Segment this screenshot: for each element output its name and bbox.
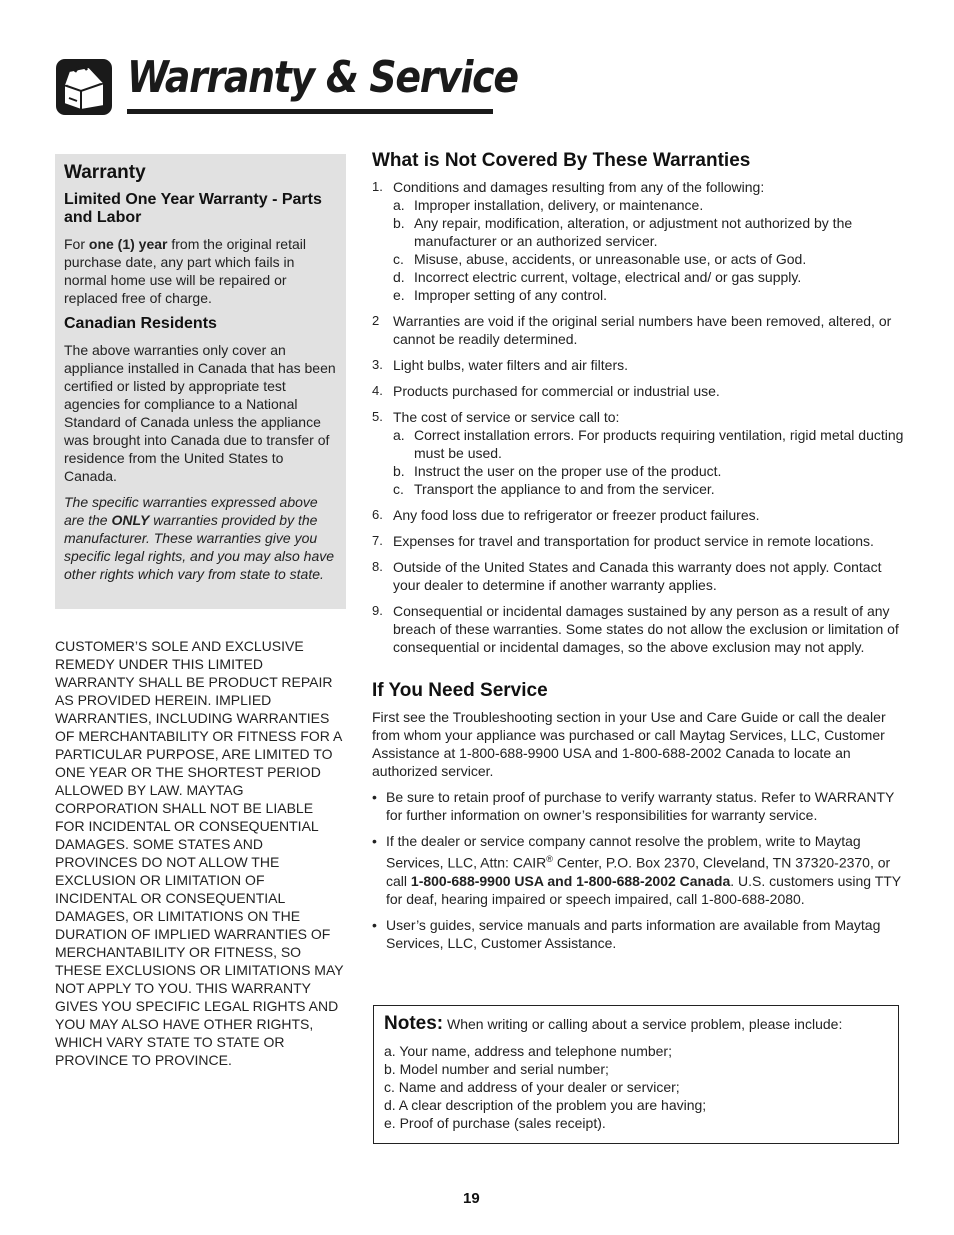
title-underline [127,109,493,114]
item-number: 1. [372,179,383,194]
sub-item-marker: e. [393,287,405,303]
item-number: 6. [372,507,383,522]
not-covered-heading: What is Not Covered By These Warranties [372,150,751,171]
list-item: e. Proof of purchase (sales receipt). [384,1115,606,1131]
sub-item-text: Incorrect electric current, voltage, electrical and/ or gas supply. [414,269,802,285]
page-title: Warranty & Service [127,52,518,103]
sub-item-text: Correct installation errors. For products requiring ventilation, rigid metal ducting must be used. [414,427,904,461]
list-item: • Be sure to retain proof of purchase to verify warranty status. Refer to WARRANTY for further information on owner’s responsibilities for warranty service. [372,789,895,823]
not-covered-list [372,178,912,656]
bullet-marker: • [372,916,377,933]
item-text: Light bulbs, water filters and air filters. [393,357,628,373]
sub-item [393,196,912,214]
notes-label: Notes: [384,1013,444,1034]
service-intro: First see the Troubleshooting section in your Use and Care Guide or call the dealer from whom your appliance was purchased or call Maytag Services, LLC, Customer Assistance at 1-800-688-9900 USA and 1-800-688-2002 Canada to locate an authorized servicer. [372,709,886,779]
list-item [372,506,912,524]
sub-item [393,286,912,304]
list-item: b. Model number and serial number; [384,1061,609,1077]
list-item: • If the dealer or service company cannot resolve the problem, write to Maytag Services, LLC, Attn: CAIR® Center, P.O. Box 2370, Cleveland, TN 37320-2370, or call 1-800-688-9900 USA and 1-800-688-2002 Canada. U.S. customers using TTY for deaf, hearing impaired or speech impaired, call 1-800-688-2080. [372,833,901,907]
item-number: 9. [372,603,383,618]
right-column [372,150,912,960]
list-item [372,312,912,348]
sub-item-marker: c. [393,481,404,497]
canadian-residents-text: The above warranties only cover an appliance installed in Canada that has been certified or listed by appropriate test agencies for compliance to a National Standard of Canada unless the appliance was brought into Canada due to transfer of residence from the United States to Canada. [64,342,336,484]
warranty-box [55,154,346,609]
sub-item-marker: d. [393,269,405,285]
sub-item-text: Improper installation, delivery, or maintenance. [414,197,704,213]
sub-item-marker: c. [393,251,404,267]
item-number: 4. [372,383,383,398]
item-number: 3. [372,357,383,372]
toolbox-icon [55,58,113,116]
list-item [372,382,912,400]
list-item [372,558,912,594]
item-number: 8. [372,559,383,574]
sub-item [393,480,912,498]
page-number: 19 [463,1190,480,1207]
notes-box [373,1005,899,1144]
sub-item [393,250,912,268]
list-item [372,532,912,550]
item-text: The cost of service or service call to: [393,409,620,425]
sub-item-marker: b. [393,215,405,231]
item-number: 2 [372,313,380,328]
item-text: Outside of the United States and Canada this warranty does not apply. Contact your dealer to determine if another warranty applies. [393,559,882,593]
limited-warranty-text: For one (1) year from the original retail purchase date, any part which fails in normal home use will be repaired or replaced free of charge. [64,236,306,306]
list-item [372,602,912,656]
sub-item [393,268,912,286]
sub-item-text: Instruct the user on the proper use of the product. [414,463,722,479]
item-text: Conditions and damages resulting from any of the following: [393,179,765,195]
item-text: Any food loss due to refrigerator or freezer product failures. [393,507,760,523]
sub-item-text: Transport the appliance to and from the servicer. [414,481,715,497]
list-item [372,356,912,374]
warranty-heading: Warranty [64,162,146,183]
sub-item-marker: b. [393,463,405,479]
sub-item-text: Misuse, abuse, accidents, or unreasonable use, or acts of God. [414,251,807,267]
list-item: • User’s guides, service manuals and parts information are available from Maytag Services, LLC, Customer Assistance. [372,916,881,951]
item-number: 7. [372,533,383,548]
list-item: d. A clear description of the problem you are having; [384,1097,707,1113]
item-text: Expenses for travel and transportation for product service in remote locations. [393,533,874,549]
sub-item-marker: a. [393,197,405,213]
specific-warranties-text: The specific warranties expressed above are the ONLY warranties provided by the manufacturer. These warranties give you specific legal rights, and you may also have other rights which vary from state to state. [64,494,335,582]
sub-item-text: Improper setting of any control. [414,287,607,303]
list-item: c. Name and address of your dealer or servicer; [384,1079,680,1095]
limited-warranty-heading: Limited One Year Warranty - Parts and Labor [64,191,322,226]
bullet-marker: • [372,789,377,805]
item-text: Warranties are void if the original serial numbers have been removed, altered, or cannot be readily determined. [393,313,892,347]
bullet-marker: • [372,833,377,849]
sub-item [393,214,912,250]
item-number: 5. [372,409,383,424]
service-heading: If You Need Service [372,680,548,701]
sub-item [393,426,912,462]
item-text: Consequential or incidental damages sustained by any person as a result of any breach of these warranties. Some states do not allow the exclusion or limitation of consequential or incidental damages, so the above exclusion may not apply. [393,603,899,655]
list-item [372,408,912,498]
notes-intro: When writing or calling about a service problem, please include: [443,1016,843,1032]
remedy-disclaimer: CUSTOMER’S SOLE AND EXCLUSIVE REMEDY UNDER THIS LIMITED WARRANTY SHALL BE PRODUCT REPAIR AS PROVIDED HEREIN. IMPLIED WARRANTIES, INCLUDING WARRANTIES OF MERCHANTABILITY OR FITNESS FOR A PARTICULAR PURPOSE, ARE LIMITED TO ONE YEAR OR THE SHORTEST PERIOD ALLOWED BY LAW. MAYTAG CORPORATION SHALL NOT BE LIABLE FOR INCIDENTAL OR CONSEQUENTIAL DAMAGES. SOME STATES AND PROVINCES DO NOT ALLOW THE EXCLUSION OR LIMITATION OF INCIDENTAL OR CONSEQUENTIAL DAMAGES, OR LIMITATIONS ON THE DURATION OF IMPLIED WARRANTIES OF MERCHANTABILITY OR FITNESS, SO THESE EXCLUSIONS OR LIMITATIONS MAY NOT APPLY TO YOU. THIS WARRANTY GIVES YOU SPECIFIC LEGAL RIGHTS AND YOU MAY ALSO HAVE OTHER RIGHTS, WHICH VARY STATE TO STATE OR PROVINCE TO PROVINCE. [55,638,344,1068]
sub-item-text: Any repair, modification, alteration, or adjustment not authorized by the manufacturer or an authorized servicer. [414,215,853,249]
canadian-residents-heading: Canadian Residents [64,315,217,332]
list-item [372,178,912,304]
sub-item-marker: a. [393,427,405,443]
list-item: a. Your name, address and telephone number; [384,1043,672,1059]
item-text: Products purchased for commercial or industrial use. [393,383,720,399]
sub-item [393,462,912,480]
